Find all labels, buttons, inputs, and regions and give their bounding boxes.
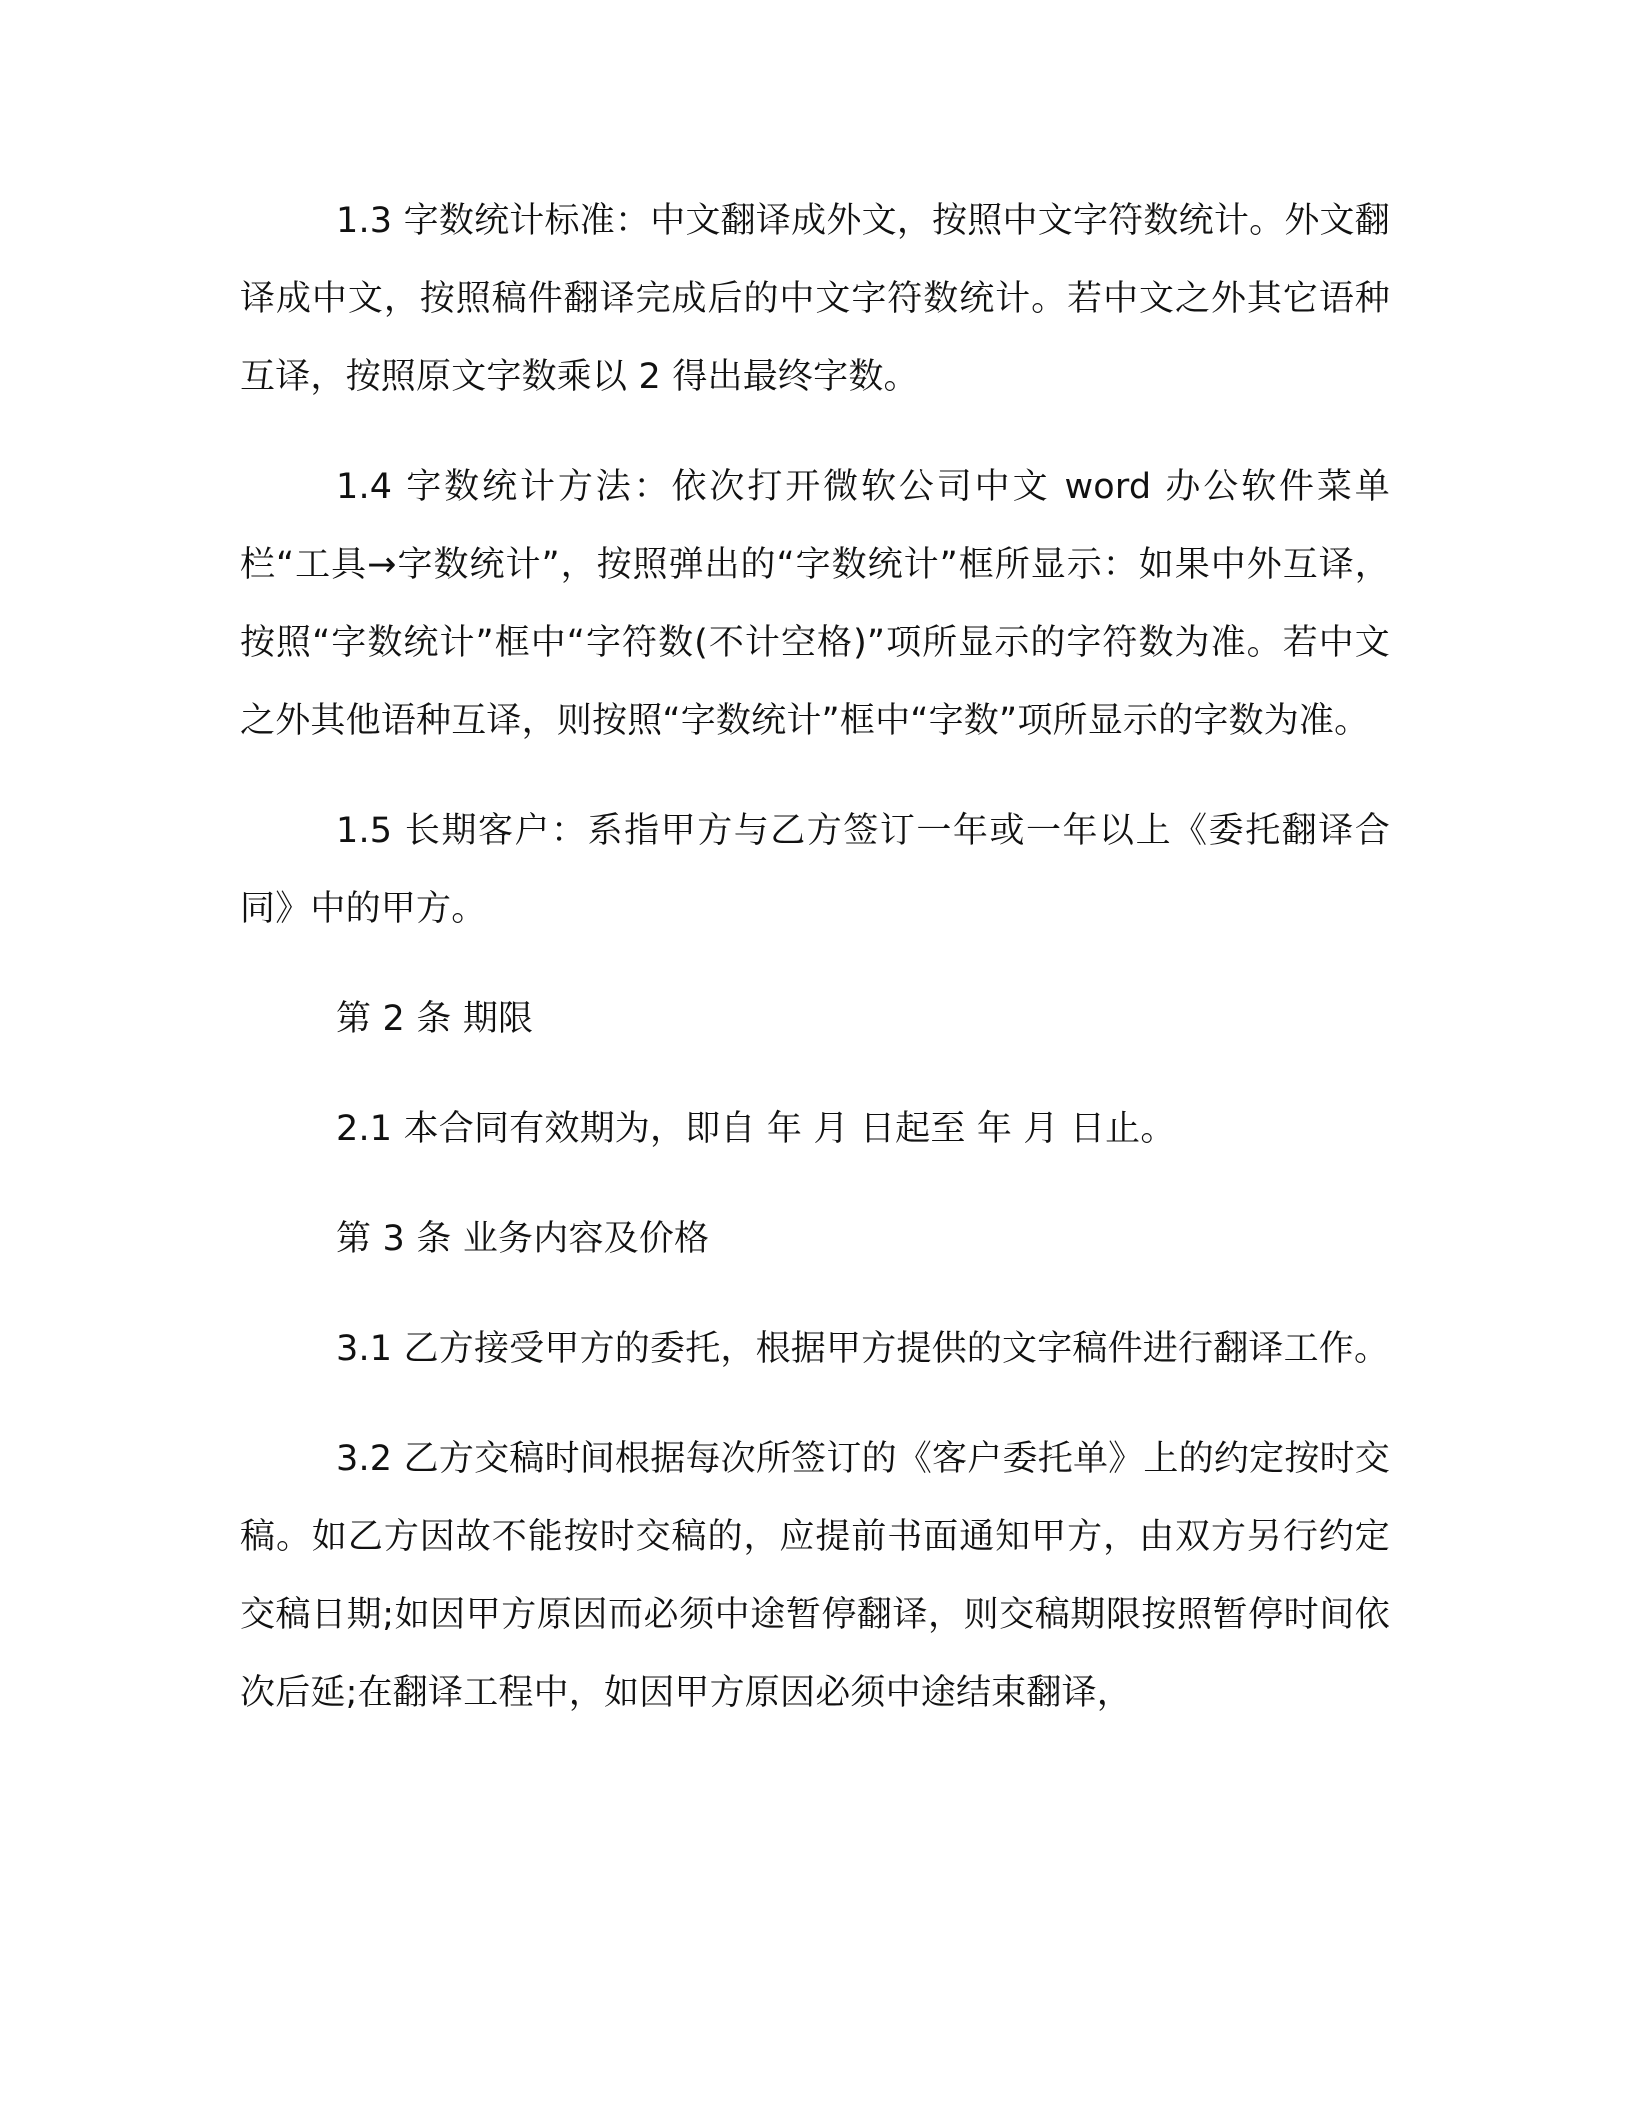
clause-3-1: 3.1 乙方接受甲方的委托，根据甲方提供的文字稿件进行翻译工作。 — [336, 1329, 1390, 1369]
clause-2-1: 2.1 本合同有效期为，即自 年 月 日起至 年 月 日止。 — [336, 1109, 1176, 1149]
clause-1-5: 1.5 长期客户：系指甲方与乙方签订一年或一年以上《委托翻译合同》中的甲方。 — [240, 811, 1390, 929]
clause-1-4: 1.4 字数统计方法：依次打开微软公司中文 word 办公软件菜单栏“工具→字数统计”，按照弹出的“字数统计”框所显示：如果中外互译，按照“字数统计”框中“字符数(不计空格)”项所显示的字符数为准。若中文之外其他语种互译，则按照“字数统计”框中“字数”项所显示的字数为准。 — [240, 467, 1390, 741]
article-2-heading: 第 2 条 期限 — [336, 999, 534, 1039]
article-3-heading: 第 3 条 业务内容及价格 — [336, 1219, 710, 1259]
clause-1-3: 1.3 字数统计标准：中文翻译成外文，按照中文字符数统计。外文翻译成中文，按照稿件翻译完成后的中文字符数统计。若中文之外其它语种互译，按照原文字数乘以 2 得出最终字数。 — [240, 201, 1390, 397]
document-body — [240, 182, 1390, 1764]
clause-3-2: 3.2 乙方交稿时间根据每次所签订的《客户委托单》上的约定按时交稿。如乙方因故不能按时交稿的，应提前书面通知甲方，由双方另行约定交稿日期;如因甲方原因而必须中途暂停翻译，则交稿期限按照暂停时间依次后延;在翻译工程中，如因甲方原因必须中途结束翻译， — [240, 1439, 1390, 1713]
